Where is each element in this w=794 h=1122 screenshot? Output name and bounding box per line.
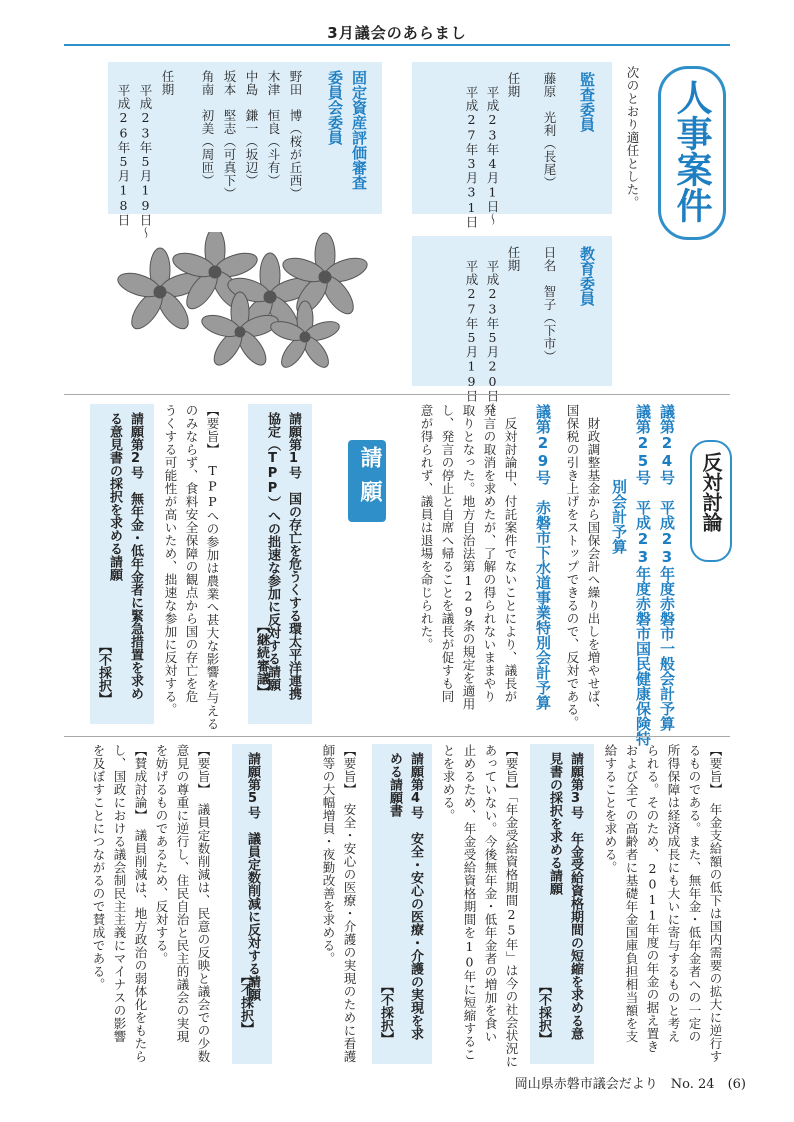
jinji-title-badge bbox=[658, 66, 726, 240]
kotei-member: 角南 初美（周匝） bbox=[200, 70, 215, 187]
seigan-title: 請願 bbox=[357, 446, 382, 514]
kotei-heading-1: 固定資産評価審査 bbox=[350, 70, 368, 190]
seigan-4-verdict: 【不採択】 bbox=[378, 980, 393, 1045]
kyoiku-box bbox=[412, 236, 612, 416]
kansa-term-start: 平成23年4月1日～ bbox=[485, 86, 500, 226]
kansa-term-label: 任期 bbox=[506, 72, 521, 98]
kansa-box bbox=[412, 62, 612, 229]
seigan-4-body: 【要旨】 安全・安心の医療・介護の実現のために看護 師等の大幅増員・夜勤改善を求める。 bbox=[321, 744, 357, 1063]
hantai-paragraph-2: 反対討論中、付託案件でないことにより、議長が 発言の取消を求めたが、了解の得られないままやり 取りとなった。地方自治法第129条の規定を適用 し、発言の停止と自席へ帰ることを議長が促すも同 意が得られず、議員は退場を命じられた。 bbox=[419, 404, 518, 711]
kotei-term-end: 平成26年5月18日 bbox=[116, 84, 131, 227]
kotei-member: 坂本 堅志（可真下） bbox=[222, 70, 237, 200]
seigan-2-verdict: 【不採択】 bbox=[96, 640, 111, 705]
kotei-member: 野田 博（桜が丘西） bbox=[288, 70, 303, 200]
page-header-title: 3月議会のあらまし bbox=[327, 24, 467, 42]
seigan-2-body: 【要旨】 年金支給額の低下は国内需要の拡大に逆行す るものである。また、無年金・低年金者への一定の 所得保障は経済成長にも大いに寄与するものと考え られる。そのため、2011年度の年金の据え置き および全ての高齢者に基礎年金国庫負担相当額を支 給することを求める。 bbox=[603, 744, 723, 1063]
seigan-1-verdict: 【継続審議】 bbox=[254, 620, 269, 698]
seigan-1-heading: 請願第1号 国の存亡を危うくする環太平洋連携 協定（TPP）への拙速な参加に反対する請願 bbox=[265, 412, 301, 700]
kyoiku-term-end: 平成27年5月19日 bbox=[464, 260, 479, 403]
kotei-member: 木津 恒良（斗有） bbox=[266, 70, 281, 187]
kyoiku-heading: 教育委員 bbox=[578, 246, 596, 306]
kyoiku-term-label: 任期 bbox=[506, 246, 521, 272]
kansa-heading: 監査委員 bbox=[578, 72, 596, 132]
kansa-person: 藤原 光利（長尾） bbox=[542, 72, 557, 189]
kotei-heading-2: 委員会委員 bbox=[326, 70, 344, 145]
section-divider bbox=[64, 736, 730, 737]
jinji-title: 人事案件 bbox=[671, 79, 712, 223]
hantai-gian-3: 別会計予算 bbox=[610, 404, 628, 554]
kotei-box bbox=[108, 62, 382, 240]
seigan-4-heading: 請願第4号 安全・安心の医療・介護の実現を求 める請願書 bbox=[387, 752, 423, 1040]
kotei-term-label: 任期 bbox=[160, 70, 175, 96]
kotei-term-start: 平成23年5月19日～ bbox=[138, 84, 153, 240]
hantai-title-badge bbox=[690, 440, 732, 562]
hantai-title: 反対討論 bbox=[699, 452, 723, 532]
seigan-3-heading: 請願第3号 年金受給資格期間の短縮を求める意 見書の採択を求める請願 bbox=[547, 752, 583, 1040]
kotei-member: 中島 鎌一（坂辺） bbox=[244, 70, 259, 187]
hantai-gian-1: 議第24号 平成23年度赤磐市一般会計予算 bbox=[658, 404, 676, 731]
page-footer: 岡山県赤磐市議会だより No. 24 (6) bbox=[514, 1077, 746, 1092]
section-divider bbox=[64, 394, 730, 395]
seigan-5-verdict: 【不採択】 bbox=[238, 970, 253, 1035]
seigan-3-body: 【要旨】「年金受給資格期間25年」は今の社会状況に あっていない。今後無年金・低年金者の増加を食い 止めるため、年金受給資格期間を10年に短縮するこ とを求める。 bbox=[441, 744, 519, 1068]
seigan-1-body: 【要旨】 TPPへの参加は農業へ甚大な影響を与える のみならず、食料安全保障の観点から国の存亡を危 うくする可能性が高いため、拙速な参加に反対する。 bbox=[163, 404, 220, 731]
seigan-5-heading: 請願第5号 議員定数削減に反対する請願 bbox=[245, 752, 260, 1001]
seigan-2-heading: 請願第2号 無年金・低年金者に緊急措置を求め る意見書の採択を求める請願 bbox=[107, 412, 143, 700]
header-rule bbox=[64, 44, 730, 46]
kyoiku-person: 日名 智子（下市） bbox=[542, 246, 557, 363]
hantai-gian-29: 議第29号 赤磐市下水道事業特別会計予算 bbox=[534, 404, 552, 710]
hantai-paragraph-1: 財政調整基金から国保会計へ繰り出しを増やせば、 国保税の引き上げをストップできるので、反対である。 bbox=[565, 404, 601, 729]
kyoiku-term-start: 平成23年5月20日～ bbox=[485, 260, 500, 416]
seigan-title-badge bbox=[348, 440, 386, 522]
kansa-term-end: 平成27年3月31日 bbox=[464, 86, 479, 229]
seigan-5-body: 【要旨】 議員定数削減は、民意の反映と議会での少数 意見の尊重に逆行し、住民自治と民主的議会の実現 を妨げるものであるため、反対する。 【賛成討論】 議員削減は、地方政治の弱体化をもたら し、国政における議会制民主主義にマイナスの影響 を及ぼすことにつながるので賛成である。 bbox=[91, 744, 211, 1063]
flower-blossom bbox=[280, 233, 370, 319]
azalea-illustration bbox=[100, 232, 390, 372]
jinji-intro: 次のとおり適任とした。 bbox=[625, 66, 640, 209]
seigan-3-verdict: 【不採択】 bbox=[536, 980, 551, 1045]
hantai-gian-2: 議第25号 平成23年度赤磐市国民健康保険特 bbox=[634, 404, 652, 746]
